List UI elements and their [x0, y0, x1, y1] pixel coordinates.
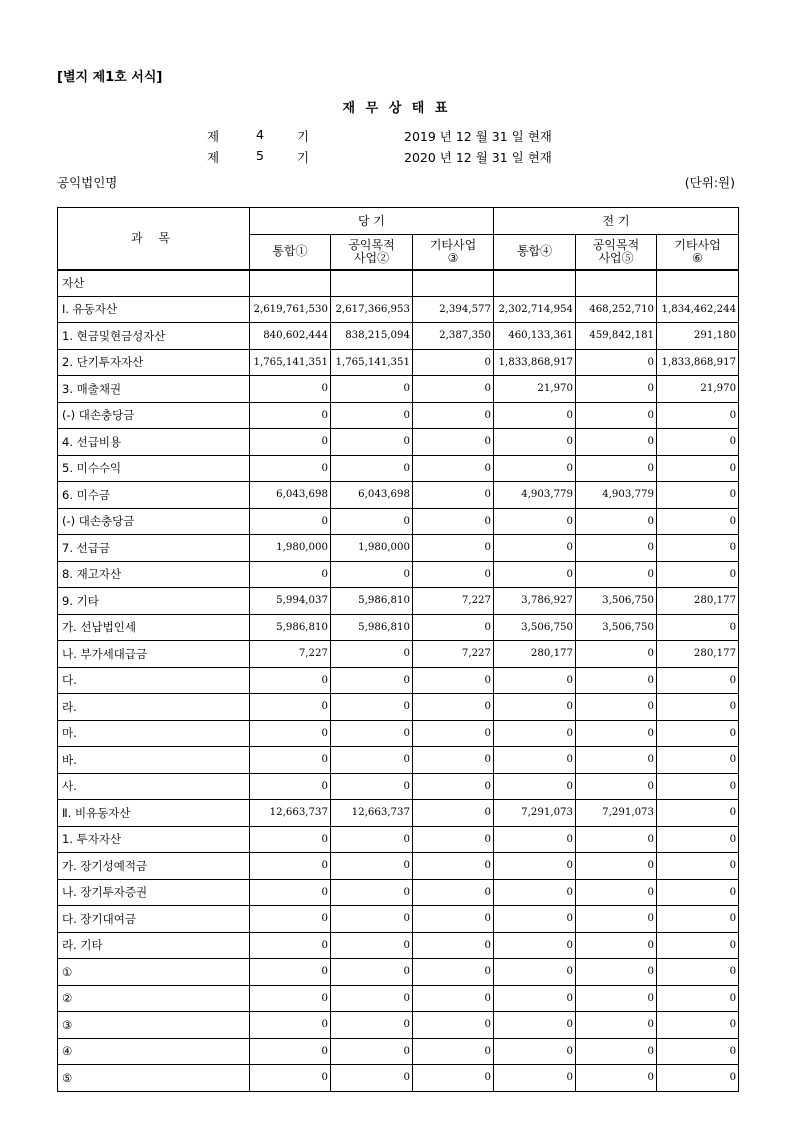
account-label: 4. 선급비용 — [58, 429, 250, 456]
amount-cell: 21,970 — [657, 376, 739, 403]
amount-cell: 0 — [413, 614, 494, 641]
amount-cell: 0 — [657, 932, 739, 959]
table-row — [58, 747, 739, 774]
table-row — [58, 879, 739, 906]
amount-cell: 3,506,750 — [576, 614, 657, 641]
account-label: Ⅱ. 비유동자산 — [58, 800, 250, 827]
amount-cell: 0 — [250, 561, 331, 588]
amount-cell: 0 — [331, 773, 413, 800]
amount-cell: 7,291,073 — [576, 800, 657, 827]
amount-cell: 0 — [657, 1038, 739, 1065]
amount-cell: 0 — [494, 667, 576, 694]
amount-cell: 0 — [494, 455, 576, 482]
amount-cell: 0 — [413, 376, 494, 403]
amount-cell: 0 — [494, 720, 576, 747]
account-label: 2. 단기투자자산 — [58, 349, 250, 376]
account-label: 나. 부가세대급금 — [58, 641, 250, 668]
account-label: 1. 투자자산 — [58, 826, 250, 853]
amount-cell: 0 — [494, 402, 576, 429]
amount-cell: 0 — [331, 1038, 413, 1065]
amount-cell: 0 — [250, 455, 331, 482]
amount-cell: 0 — [413, 773, 494, 800]
amount-cell: 4,903,779 — [494, 482, 576, 509]
amount-cell: 0 — [250, 1065, 331, 1092]
table-row — [58, 985, 739, 1012]
table-row — [58, 667, 739, 694]
amount-cell: 0 — [250, 667, 331, 694]
account-label: 라. 기타 — [58, 932, 250, 959]
table-row — [58, 614, 739, 641]
column-header: 통합① — [250, 235, 331, 270]
account-label: 라. — [58, 694, 250, 721]
amount-cell: 1,980,000 — [331, 535, 413, 562]
amount-cell: 0 — [657, 906, 739, 933]
amount-cell: 0 — [331, 641, 413, 668]
amount-cell: 0 — [576, 1038, 657, 1065]
amount-cell: 0 — [494, 853, 576, 880]
amount-cell: 0 — [413, 879, 494, 906]
amount-cell: 2,387,350 — [413, 323, 494, 350]
amount-cell: 0 — [413, 1065, 494, 1092]
account-label: ③ — [58, 1012, 250, 1039]
table-row — [58, 826, 739, 853]
amount-cell: 0 — [657, 959, 739, 986]
amount-cell — [494, 270, 576, 297]
amount-cell: 0 — [494, 906, 576, 933]
amount-cell: 0 — [331, 932, 413, 959]
amount-cell: 0 — [657, 826, 739, 853]
amount-cell: 0 — [494, 747, 576, 774]
account-label: Ⅰ. 유동자산 — [58, 296, 250, 323]
amount-cell — [413, 270, 494, 297]
amount-cell: 0 — [657, 985, 739, 1012]
amount-cell: 0 — [250, 1038, 331, 1065]
amount-cell: 0 — [413, 402, 494, 429]
amount-cell: 0 — [657, 667, 739, 694]
amount-cell: 0 — [331, 853, 413, 880]
table-row — [58, 455, 739, 482]
amount-cell: 0 — [657, 614, 739, 641]
account-label: 마. — [58, 720, 250, 747]
amount-cell: 0 — [250, 853, 331, 880]
amount-cell: 0 — [331, 1065, 413, 1092]
table-row — [58, 561, 739, 588]
amount-cell: 0 — [413, 482, 494, 509]
amount-cell: 280,177 — [494, 641, 576, 668]
amount-cell: 0 — [494, 561, 576, 588]
amount-cell: 0 — [494, 826, 576, 853]
amount-cell: 0 — [413, 932, 494, 959]
amount-cell: 0 — [657, 455, 739, 482]
amount-cell: 0 — [657, 720, 739, 747]
table-row — [58, 720, 739, 747]
column-header: 기타사업 ⑥ — [657, 235, 739, 270]
period-ordinal-suffix: 기 — [297, 129, 310, 144]
amount-cell: 0 — [413, 535, 494, 562]
table-row — [58, 508, 739, 535]
amount-cell: 5,986,810 — [331, 588, 413, 615]
amount-cell: 838,215,094 — [331, 323, 413, 350]
unit-label: (단위:원) — [684, 175, 735, 190]
amount-cell: 1,833,868,917 — [494, 349, 576, 376]
amount-cell: 0 — [331, 826, 413, 853]
amount-cell: 0 — [657, 535, 739, 562]
amount-cell: 0 — [250, 508, 331, 535]
amount-cell: 2,619,761,530 — [250, 296, 331, 323]
amount-cell: 0 — [413, 826, 494, 853]
account-label: ⑤ — [58, 1065, 250, 1092]
table-row — [58, 694, 739, 721]
amount-cell: 0 — [413, 694, 494, 721]
amount-cell: 5,994,037 — [250, 588, 331, 615]
amount-cell: 0 — [657, 1012, 739, 1039]
amount-cell: 0 — [250, 720, 331, 747]
period-number: 5 — [256, 148, 264, 163]
amount-cell: 0 — [331, 667, 413, 694]
period-ordinal-suffix: 기 — [297, 150, 310, 165]
period-ordinal-prefix: 제 — [207, 150, 220, 165]
amount-cell — [657, 270, 739, 297]
table-row — [58, 429, 739, 456]
amount-cell: 0 — [576, 906, 657, 933]
amount-cell: 0 — [413, 853, 494, 880]
amount-cell: 0 — [494, 694, 576, 721]
amount-cell: 0 — [657, 482, 739, 509]
amount-cell: 0 — [331, 376, 413, 403]
amount-cell: 0 — [250, 985, 331, 1012]
amount-cell: 0 — [576, 667, 657, 694]
amount-cell: 0 — [250, 773, 331, 800]
amount-cell: 0 — [657, 429, 739, 456]
amount-cell: 0 — [657, 1065, 739, 1092]
amount-cell: 0 — [413, 667, 494, 694]
amount-cell: 0 — [494, 508, 576, 535]
amount-cell: 0 — [657, 747, 739, 774]
amount-cell: 7,227 — [250, 641, 331, 668]
column-header: 통합④ — [494, 235, 576, 270]
account-label: 6. 미수금 — [58, 482, 250, 509]
amount-cell: 0 — [576, 932, 657, 959]
amount-cell: 0 — [657, 773, 739, 800]
table-row — [58, 800, 739, 827]
amount-cell: 7,291,073 — [494, 800, 576, 827]
amount-cell: 6,043,698 — [250, 482, 331, 509]
amount-cell: 0 — [413, 747, 494, 774]
amount-cell: 0 — [413, 985, 494, 1012]
amount-cell: 0 — [413, 508, 494, 535]
amount-cell: 1,765,141,351 — [250, 349, 331, 376]
table-row — [58, 270, 739, 297]
account-label: ④ — [58, 1038, 250, 1065]
amount-cell: 4,903,779 — [576, 482, 657, 509]
amount-cell: 0 — [250, 376, 331, 403]
amount-cell: 0 — [576, 455, 657, 482]
amount-cell: 0 — [494, 535, 576, 562]
account-label: 사. — [58, 773, 250, 800]
amount-cell: 0 — [250, 429, 331, 456]
table-row — [58, 1038, 739, 1065]
amount-cell: 0 — [250, 959, 331, 986]
table-row — [58, 1012, 739, 1039]
amount-cell: 0 — [576, 561, 657, 588]
amount-cell: 0 — [413, 455, 494, 482]
amount-cell: 0 — [331, 455, 413, 482]
amount-cell: 0 — [576, 402, 657, 429]
amount-cell — [576, 270, 657, 297]
table-row — [58, 535, 739, 562]
previous-period-header: 전 기 — [494, 208, 739, 235]
account-label: 가. 선납법인세 — [58, 614, 250, 641]
amount-cell: 0 — [331, 402, 413, 429]
account-label: 1. 현금및현금성자산 — [58, 323, 250, 350]
account-label: ① — [58, 959, 250, 986]
amount-cell: 0 — [494, 1038, 576, 1065]
amount-cell: 3,506,750 — [576, 588, 657, 615]
amount-cell: 0 — [576, 508, 657, 535]
amount-cell: 0 — [413, 1038, 494, 1065]
amount-cell: 21,970 — [494, 376, 576, 403]
amount-cell: 0 — [494, 429, 576, 456]
document-title: 재 무 상 태 표 — [342, 101, 451, 116]
account-label: 9. 기타 — [58, 588, 250, 615]
amount-cell: 0 — [576, 985, 657, 1012]
amount-cell: 0 — [494, 985, 576, 1012]
amount-cell: 280,177 — [657, 641, 739, 668]
table-row — [58, 906, 739, 933]
period-number: 4 — [256, 127, 264, 142]
period-line-5 — [0, 148, 793, 164]
amount-cell: 0 — [576, 879, 657, 906]
amount-cell: 0 — [250, 906, 331, 933]
amount-cell: 0 — [576, 747, 657, 774]
amount-cell: 6,043,698 — [331, 482, 413, 509]
amount-cell: 3,786,927 — [494, 588, 576, 615]
balance-sheet-body — [58, 270, 739, 1092]
amount-cell: 12,663,737 — [250, 800, 331, 827]
period-date: 2019 년 12 월 31 일 현재 — [404, 129, 552, 144]
amount-cell: 468,252,710 — [576, 296, 657, 323]
account-label: (-) 대손충당금 — [58, 508, 250, 535]
form-number-label: [별지 제1호 서식] — [57, 70, 163, 85]
table-row — [58, 641, 739, 668]
amount-cell: 12,663,737 — [331, 800, 413, 827]
amount-cell: 0 — [331, 879, 413, 906]
amount-cell: 0 — [331, 1012, 413, 1039]
table-row — [58, 959, 739, 986]
amount-cell: 0 — [331, 959, 413, 986]
amount-cell: 0 — [331, 985, 413, 1012]
amount-cell: 0 — [576, 959, 657, 986]
amount-cell: 0 — [576, 1012, 657, 1039]
amount-cell: 0 — [494, 1065, 576, 1092]
amount-cell: 0 — [576, 641, 657, 668]
amount-cell: 2,394,577 — [413, 296, 494, 323]
column-header: 공익목적 사업⑤ — [576, 235, 657, 270]
account-label: (-) 대손충당금 — [58, 402, 250, 429]
period-line-4 — [0, 127, 793, 143]
account-label: 3. 매출채권 — [58, 376, 250, 403]
account-label: 5. 미수수익 — [58, 455, 250, 482]
amount-cell: 7,227 — [413, 588, 494, 615]
amount-cell: 0 — [576, 826, 657, 853]
table-row — [58, 402, 739, 429]
amount-cell: 0 — [331, 906, 413, 933]
amount-cell: 1,980,000 — [250, 535, 331, 562]
amount-cell: 0 — [250, 694, 331, 721]
amount-cell: 0 — [250, 402, 331, 429]
amount-cell: 3,506,750 — [494, 614, 576, 641]
current-period-header: 당 기 — [250, 208, 494, 235]
period-date: 2020 년 12 월 31 일 현재 — [404, 150, 552, 165]
amount-cell: 0 — [494, 879, 576, 906]
amount-cell: 0 — [576, 773, 657, 800]
amount-cell: 280,177 — [657, 588, 739, 615]
amount-cell: 0 — [331, 561, 413, 588]
amount-cell: 0 — [576, 720, 657, 747]
amount-cell: 0 — [576, 1065, 657, 1092]
amount-cell: 0 — [657, 402, 739, 429]
amount-cell: 0 — [657, 694, 739, 721]
amount-cell: 0 — [413, 1012, 494, 1039]
column-header: 기타사업 ③ — [413, 235, 494, 270]
account-label: 다. — [58, 667, 250, 694]
period-ordinal-prefix: 제 — [207, 129, 220, 144]
amount-cell: 0 — [413, 349, 494, 376]
organization-name-label: 공익법인명 — [57, 175, 118, 190]
amount-cell: 0 — [413, 906, 494, 933]
table-row — [58, 349, 739, 376]
amount-cell: 5,986,810 — [250, 614, 331, 641]
subject-header: 과 목 — [58, 208, 250, 270]
column-header: 공익목적 사업② — [331, 235, 413, 270]
amount-cell: 1,833,868,917 — [657, 349, 739, 376]
amount-cell: 0 — [413, 720, 494, 747]
amount-cell: 0 — [657, 508, 739, 535]
amount-cell: 0 — [250, 826, 331, 853]
account-label: 7. 선급금 — [58, 535, 250, 562]
table-row — [58, 482, 739, 509]
amount-cell: 7,227 — [413, 641, 494, 668]
account-label: ② — [58, 985, 250, 1012]
amount-cell: 0 — [250, 747, 331, 774]
amount-cell: 0 — [331, 508, 413, 535]
account-label: 자산 — [58, 270, 250, 297]
amount-cell: 0 — [657, 800, 739, 827]
amount-cell: 291,180 — [657, 323, 739, 350]
amount-cell: 0 — [657, 879, 739, 906]
account-label: 바. — [58, 747, 250, 774]
amount-cell: 0 — [250, 1012, 331, 1039]
account-label: 가. 장기성예적금 — [58, 853, 250, 880]
table-row — [58, 323, 739, 350]
amount-cell: 0 — [413, 429, 494, 456]
amount-cell: 0 — [494, 773, 576, 800]
amount-cell: 0 — [331, 720, 413, 747]
account-label: 8. 재고자산 — [58, 561, 250, 588]
amount-cell: 0 — [494, 932, 576, 959]
amount-cell: 0 — [413, 561, 494, 588]
table-row — [58, 296, 739, 323]
amount-cell: 0 — [331, 747, 413, 774]
table-row — [58, 1065, 739, 1092]
amount-cell — [250, 270, 331, 297]
amount-cell: 2,302,714,954 — [494, 296, 576, 323]
amount-cell: 1,834,462,244 — [657, 296, 739, 323]
table-row — [58, 853, 739, 880]
amount-cell: 0 — [413, 959, 494, 986]
amount-cell: 0 — [576, 535, 657, 562]
amount-cell: 0 — [576, 376, 657, 403]
amount-cell: 0 — [576, 349, 657, 376]
amount-cell: 840,602,444 — [250, 323, 331, 350]
table-row — [58, 588, 739, 615]
amount-cell: 0 — [576, 853, 657, 880]
account-label: 나. 장기투자증권 — [58, 879, 250, 906]
amount-cell — [331, 270, 413, 297]
balance-sheet-table — [57, 207, 739, 1092]
account-label: 다. 장기대여금 — [58, 906, 250, 933]
amount-cell: 0 — [657, 561, 739, 588]
amount-cell: 459,842,181 — [576, 323, 657, 350]
amount-cell: 0 — [250, 932, 331, 959]
amount-cell: 0 — [331, 694, 413, 721]
amount-cell: 0 — [657, 853, 739, 880]
amount-cell: 0 — [250, 879, 331, 906]
amount-cell: 0 — [494, 1012, 576, 1039]
table-row — [58, 932, 739, 959]
amount-cell: 2,617,366,953 — [331, 296, 413, 323]
amount-cell: 0 — [413, 800, 494, 827]
amount-cell: 0 — [494, 959, 576, 986]
table-row — [58, 376, 739, 403]
amount-cell: 0 — [576, 694, 657, 721]
amount-cell: 0 — [331, 429, 413, 456]
amount-cell: 5,986,810 — [331, 614, 413, 641]
amount-cell: 1,765,141,351 — [331, 349, 413, 376]
amount-cell: 0 — [576, 429, 657, 456]
table-row — [58, 773, 739, 800]
amount-cell: 460,133,361 — [494, 323, 576, 350]
